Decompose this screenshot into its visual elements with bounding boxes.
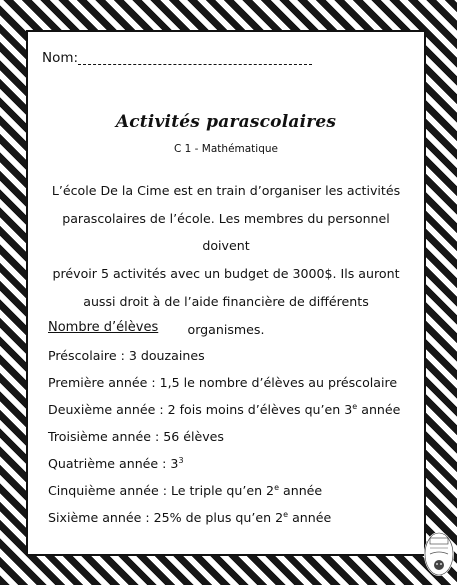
intro-paragraph — [44, 177, 408, 343]
sixieme-text-end: année — [288, 510, 332, 525]
quatrieme-annee-line — [48, 456, 184, 471]
quatrieme-text: Quatrième année : 3 — [48, 456, 179, 471]
cinquieme-sup: e — [274, 482, 279, 492]
students-heading: Nombre d’élèves — [48, 320, 159, 335]
deuxieme-sup: e — [352, 401, 358, 411]
name-label: Nom: — [42, 50, 79, 66]
author-logo-icon — [424, 532, 454, 576]
intro-line: L’école De la Cime est en train d’organiser les activités — [51, 183, 401, 198]
cinquieme-annee-line — [48, 483, 322, 498]
prescolaire-line: Préscolaire : 3 douzaines — [48, 348, 205, 363]
page-subtitle: C 1 - Mathématique — [173, 143, 278, 155]
intro-line: parascolaires de l’école. Les membres du personnel doivent — [62, 210, 390, 254]
quatrieme-sup: 3 — [178, 455, 184, 465]
troisieme-annee-line: Troisième année : 56 élèves — [48, 429, 224, 444]
cinquieme-text-end: année — [279, 483, 323, 498]
sixieme-annee-line — [48, 510, 331, 525]
name-input-line — [78, 64, 312, 65]
intro-line: prévoir 5 activités avec un budget de 3000$. Ils auront — [52, 266, 400, 282]
deuxieme-text-end: année — [357, 402, 401, 417]
worksheet-card — [26, 30, 426, 556]
deuxieme-text: Deuxième année : 2 fois moins d’élèves qu’en 3 — [48, 402, 353, 417]
deuxieme-annee-line — [48, 402, 400, 417]
intro-line: aussi droit à de l’aide financière de différents organismes. — [83, 293, 369, 337]
premiere-annee-line: Première année : 1,5 le nombre d’élèves au préscolaire — [48, 375, 398, 390]
sixieme-text: Sixième année : 25% de plus qu’en 2 — [48, 510, 284, 525]
cinquieme-text: Cinquième année : Le triple qu’en 2 — [48, 483, 275, 498]
page-title: Activités parascolaires — [115, 112, 337, 132]
sixieme-sup: e — [283, 509, 289, 519]
